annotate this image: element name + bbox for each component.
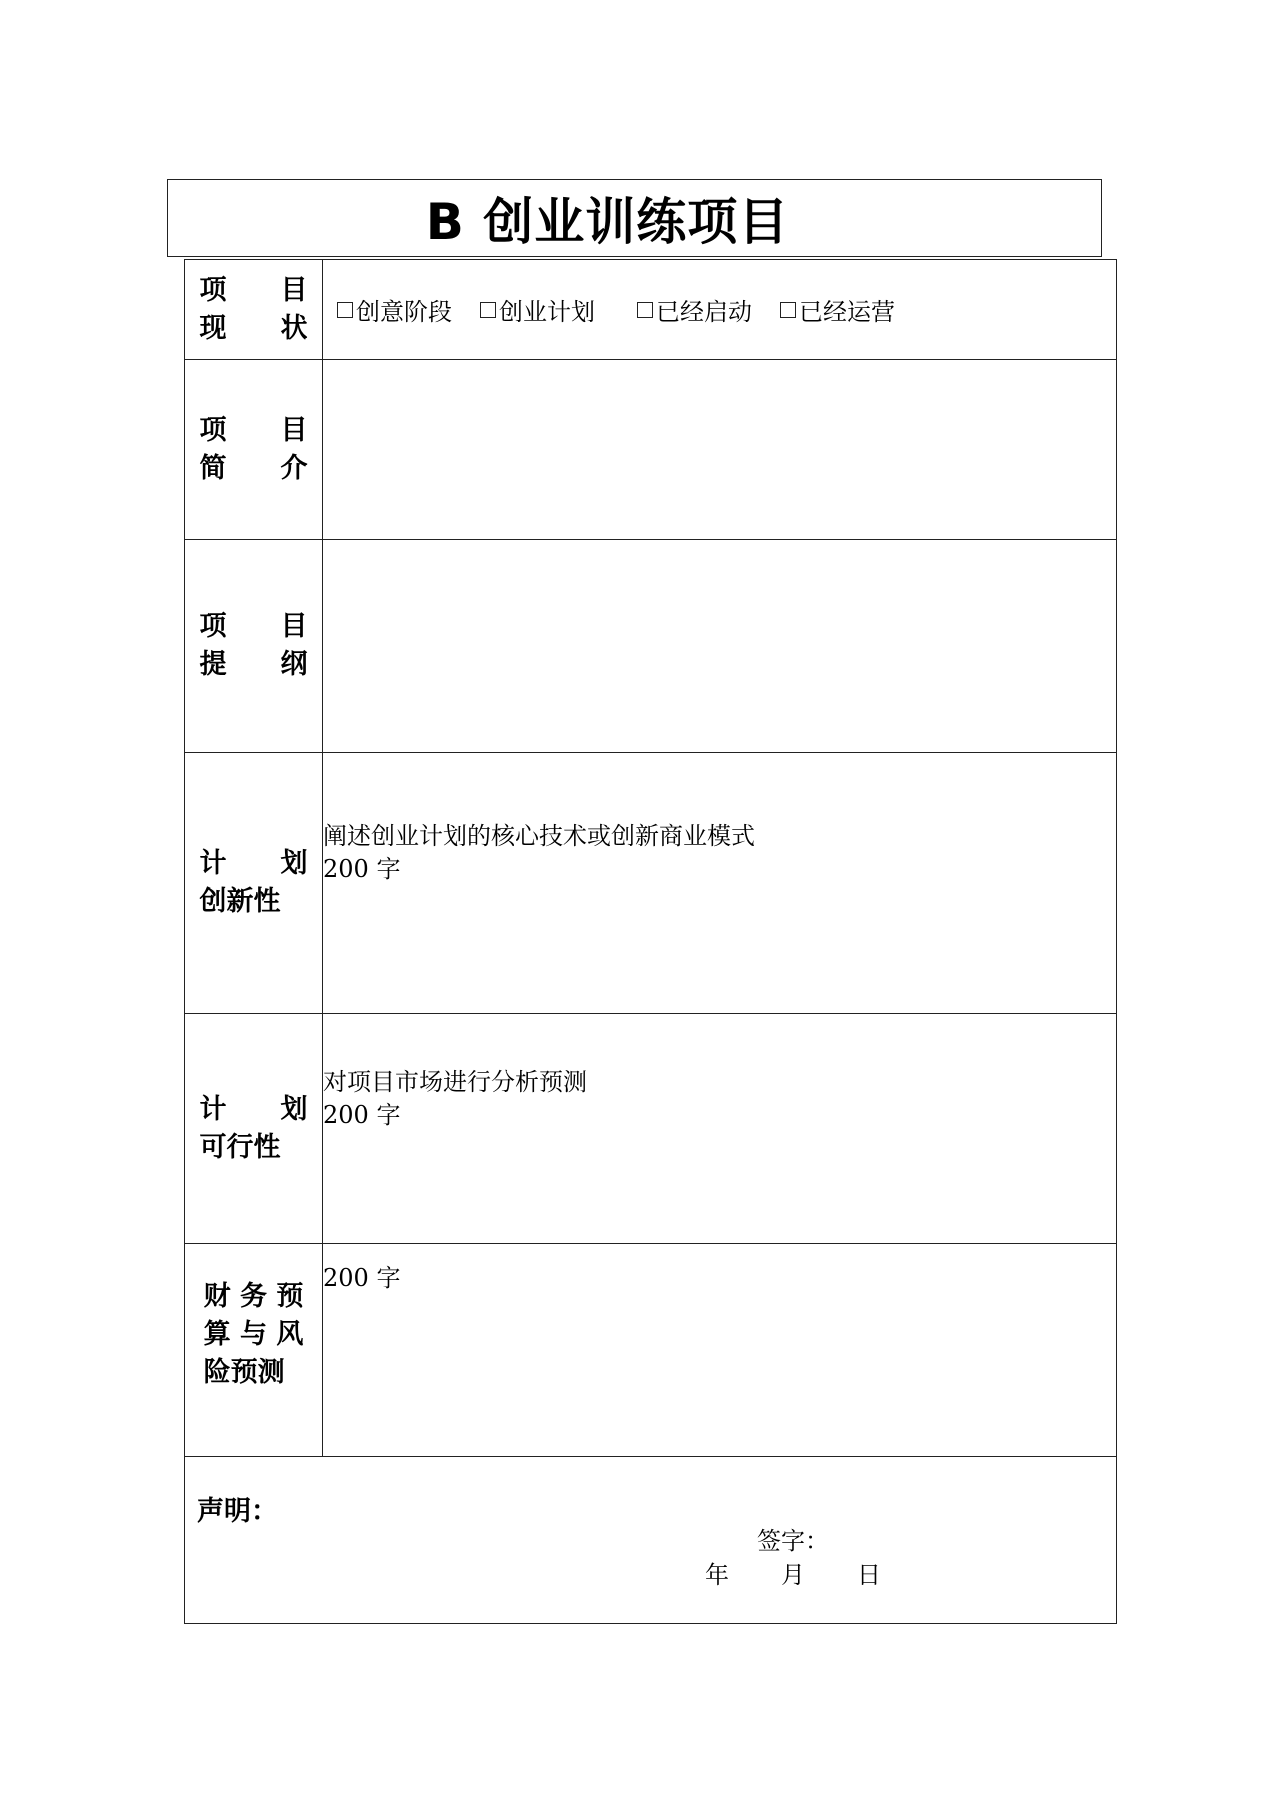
declaration-title: 声明： — [197, 1496, 278, 1527]
signature-label: 签字： — [757, 1527, 829, 1555]
label-cell — [185, 1014, 323, 1244]
feasibility-hint — [323, 1066, 1116, 1132]
label-line: 简 介 — [199, 452, 308, 484]
label-line: 可行性 — [199, 1131, 281, 1163]
label-cell — [185, 360, 323, 540]
checkbox-icon[interactable] — [637, 302, 653, 318]
status-options — [323, 292, 1116, 327]
row-project-outline — [185, 540, 1117, 753]
label-line: 计 划 — [199, 1093, 308, 1125]
budget-hint — [323, 1262, 1116, 1295]
label-cell — [185, 1244, 323, 1457]
label-line: 项 目 — [199, 274, 308, 306]
label-line: 提 纲 — [199, 649, 308, 680]
option-idea-stage[interactable] — [337, 292, 452, 327]
label-line: 创新性 — [199, 886, 281, 917]
option-business-plan[interactable] — [480, 292, 595, 327]
checkbox-icon[interactable] — [780, 302, 796, 318]
option-label: 已经启动 — [656, 298, 752, 326]
row-project-summary — [185, 360, 1117, 540]
outline-input-area[interactable] — [323, 540, 1117, 753]
declaration-cell[interactable] — [185, 1457, 1117, 1624]
feasibility-input-area[interactable] — [323, 1014, 1117, 1244]
label-line: 计 划 — [199, 848, 308, 879]
hint-line: 200 字 — [323, 1100, 401, 1129]
innovation-hint — [323, 820, 1116, 886]
hint-line: 200 字 — [323, 855, 401, 883]
date-line — [705, 1555, 933, 1590]
month-label: 月 — [781, 1561, 805, 1589]
row-plan-feasibility — [185, 1014, 1117, 1244]
application-form-table — [184, 259, 1117, 1624]
summary-input-area[interactable] — [323, 360, 1117, 540]
hint-line: 阐述创业计划的核心技术或创新商业模式 — [323, 822, 755, 850]
row-project-status — [185, 260, 1117, 360]
innovation-input-area[interactable] — [323, 753, 1117, 1014]
budget-input-area[interactable] — [323, 1244, 1117, 1457]
row-plan-innovation — [185, 753, 1117, 1014]
label-cell — [185, 260, 323, 360]
hint-line: 200 字 — [323, 1264, 401, 1292]
option-operating[interactable] — [780, 292, 895, 327]
checkbox-icon[interactable] — [337, 302, 353, 318]
option-label: 创业计划 — [499, 298, 595, 326]
row-declaration — [185, 1457, 1117, 1624]
day-label: 日 — [857, 1561, 881, 1589]
checkbox-icon[interactable] — [480, 302, 496, 318]
label-line: 财 务 预 — [203, 1281, 304, 1312]
status-options-cell — [323, 260, 1117, 360]
label-line: 险预测 — [203, 1357, 285, 1388]
row-budget-risk — [185, 1244, 1117, 1457]
hint-line: 对项目市场进行分析预测 — [323, 1067, 587, 1096]
form-title: B 创业训练项目 — [425, 193, 790, 251]
option-label: 创意阶段 — [356, 298, 452, 326]
option-label: 已经运营 — [799, 298, 895, 326]
label-line: 项 目 — [199, 414, 308, 446]
year-label: 年 — [705, 1561, 729, 1589]
label-cell — [185, 540, 323, 753]
option-started[interactable] — [637, 292, 752, 327]
label-line: 项 目 — [199, 611, 308, 642]
label-line: 算 与 风 — [203, 1319, 304, 1350]
label-line: 现 状 — [199, 312, 308, 344]
label-cell — [185, 753, 323, 1014]
form-title-box — [167, 179, 1102, 257]
